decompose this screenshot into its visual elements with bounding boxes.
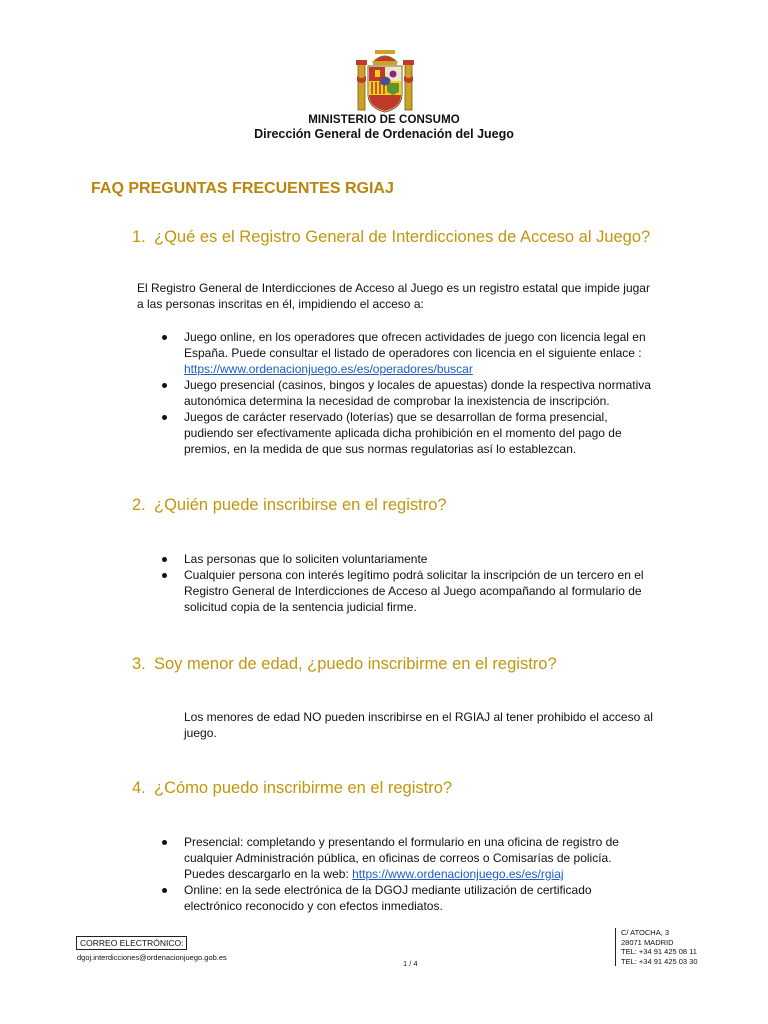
list-item: Juego online, en los operadores que ofrecen actividades de juego con licencia legal en España. Puede consultar el listado de operadores con licencia en el siguiente enlace : https://www.ordenacionjuego.es/es/operadores/buscar (160, 329, 651, 377)
question-1-heading (132, 228, 650, 247)
address-block (615, 928, 698, 966)
operators-link[interactable]: https://www.ordenacionjuego.es/es/operadores/buscar (184, 362, 473, 376)
phone-line: TEL: +34 91 425 03 30 (621, 956, 698, 966)
email-label: CORREO ELECTRÓNICO: (76, 936, 187, 950)
question-2-heading (132, 496, 447, 515)
intro-line: El Registro General de Interdicciones de Acceso al Juego es un registro estatal que impide jugar (137, 281, 650, 295)
question-number: 4. (132, 779, 146, 797)
question-number: 3. (132, 655, 146, 673)
address-line: 28071 MADRID (621, 937, 674, 947)
question-text: ¿Quién puede inscribirse en el registro? (154, 496, 447, 514)
phone-line: TEL: +34 91 425 08 11 (621, 947, 697, 956)
address-line: C/ ATOCHA, 3 (621, 928, 670, 937)
question-4-list (160, 834, 619, 914)
question-1-intro (137, 280, 650, 312)
question-number: 2. (132, 496, 146, 514)
direction-name: Dirección General de Ordenación del Juego (254, 127, 514, 141)
spain-coat-of-arms-icon (355, 48, 415, 116)
ministry-name: MINISTERIO DE CONSUMO (308, 114, 460, 126)
list-item: Presencial: completando y presentando el formulario en una oficina de registro de cualquier Administración pública, en oficinas de correos o Comisarías de policía. Puedes descargarlo en la web: https://www.ordenacionjuego.es/es/rgiaj (160, 834, 619, 882)
question-3-answer: Los menores de edad NO pueden inscribirse en el RGIAJ al tener prohibido el acceso al juego. (184, 710, 653, 740)
email-address: dgoj.interdicciones@ordenacionjuego.gob.es (77, 953, 227, 962)
question-4-heading (132, 779, 452, 798)
question-2-list (160, 551, 644, 615)
question-text: ¿Cómo puedo inscribirme en el registro? (154, 779, 453, 797)
list-item: Cualquier persona con interés legítimo podrá solicitar la inscripción de un tercero en el Registro General de Interdicciones de Acceso al Juego acompañando al formulario de solicitud copia de la sentencia judicial firme. (160, 567, 644, 615)
page-title: FAQ PREGUNTAS FRECUENTES RGIAJ (91, 180, 394, 197)
list-item: Juego presencial (casinos, bingos y locales de apuestas) donde la respectiva normativa autonómica determina la necesidad de comprobar la inexistencia de inscripción. (160, 377, 651, 409)
question-text: ¿Qué es el Registro General de Interdicciones de Acceso al Juego? (154, 228, 651, 246)
page-number: 1 / 4 (403, 959, 418, 968)
intro-line: a las personas inscritas en él, impidiendo el acceso a: (137, 297, 424, 311)
list-item: Juegos de carácter reservado (loterías) que se desarrollan de forma presencial, pudiendo ser efectivamente aplicada dicha prohibición en el momento del pago de premios, en la medida de que sus normas regulatorias así lo establezcan. (160, 409, 651, 457)
question-number: 1. (132, 228, 146, 246)
question-text: Soy menor de edad, ¿puedo inscribirme en el registro? (154, 655, 557, 673)
list-item: Las personas que lo soliciten voluntariamente (160, 551, 644, 567)
question-1-list (160, 329, 651, 457)
rgiaj-link[interactable]: https://www.ordenacionjuego.es/es/rgiaj (352, 867, 564, 881)
list-item: Online: en la sede electrónica de la DGOJ mediante utilización de certificado electrónico reconocido y con efectos inmediatos. (160, 882, 619, 914)
question-3-heading (132, 655, 557, 674)
